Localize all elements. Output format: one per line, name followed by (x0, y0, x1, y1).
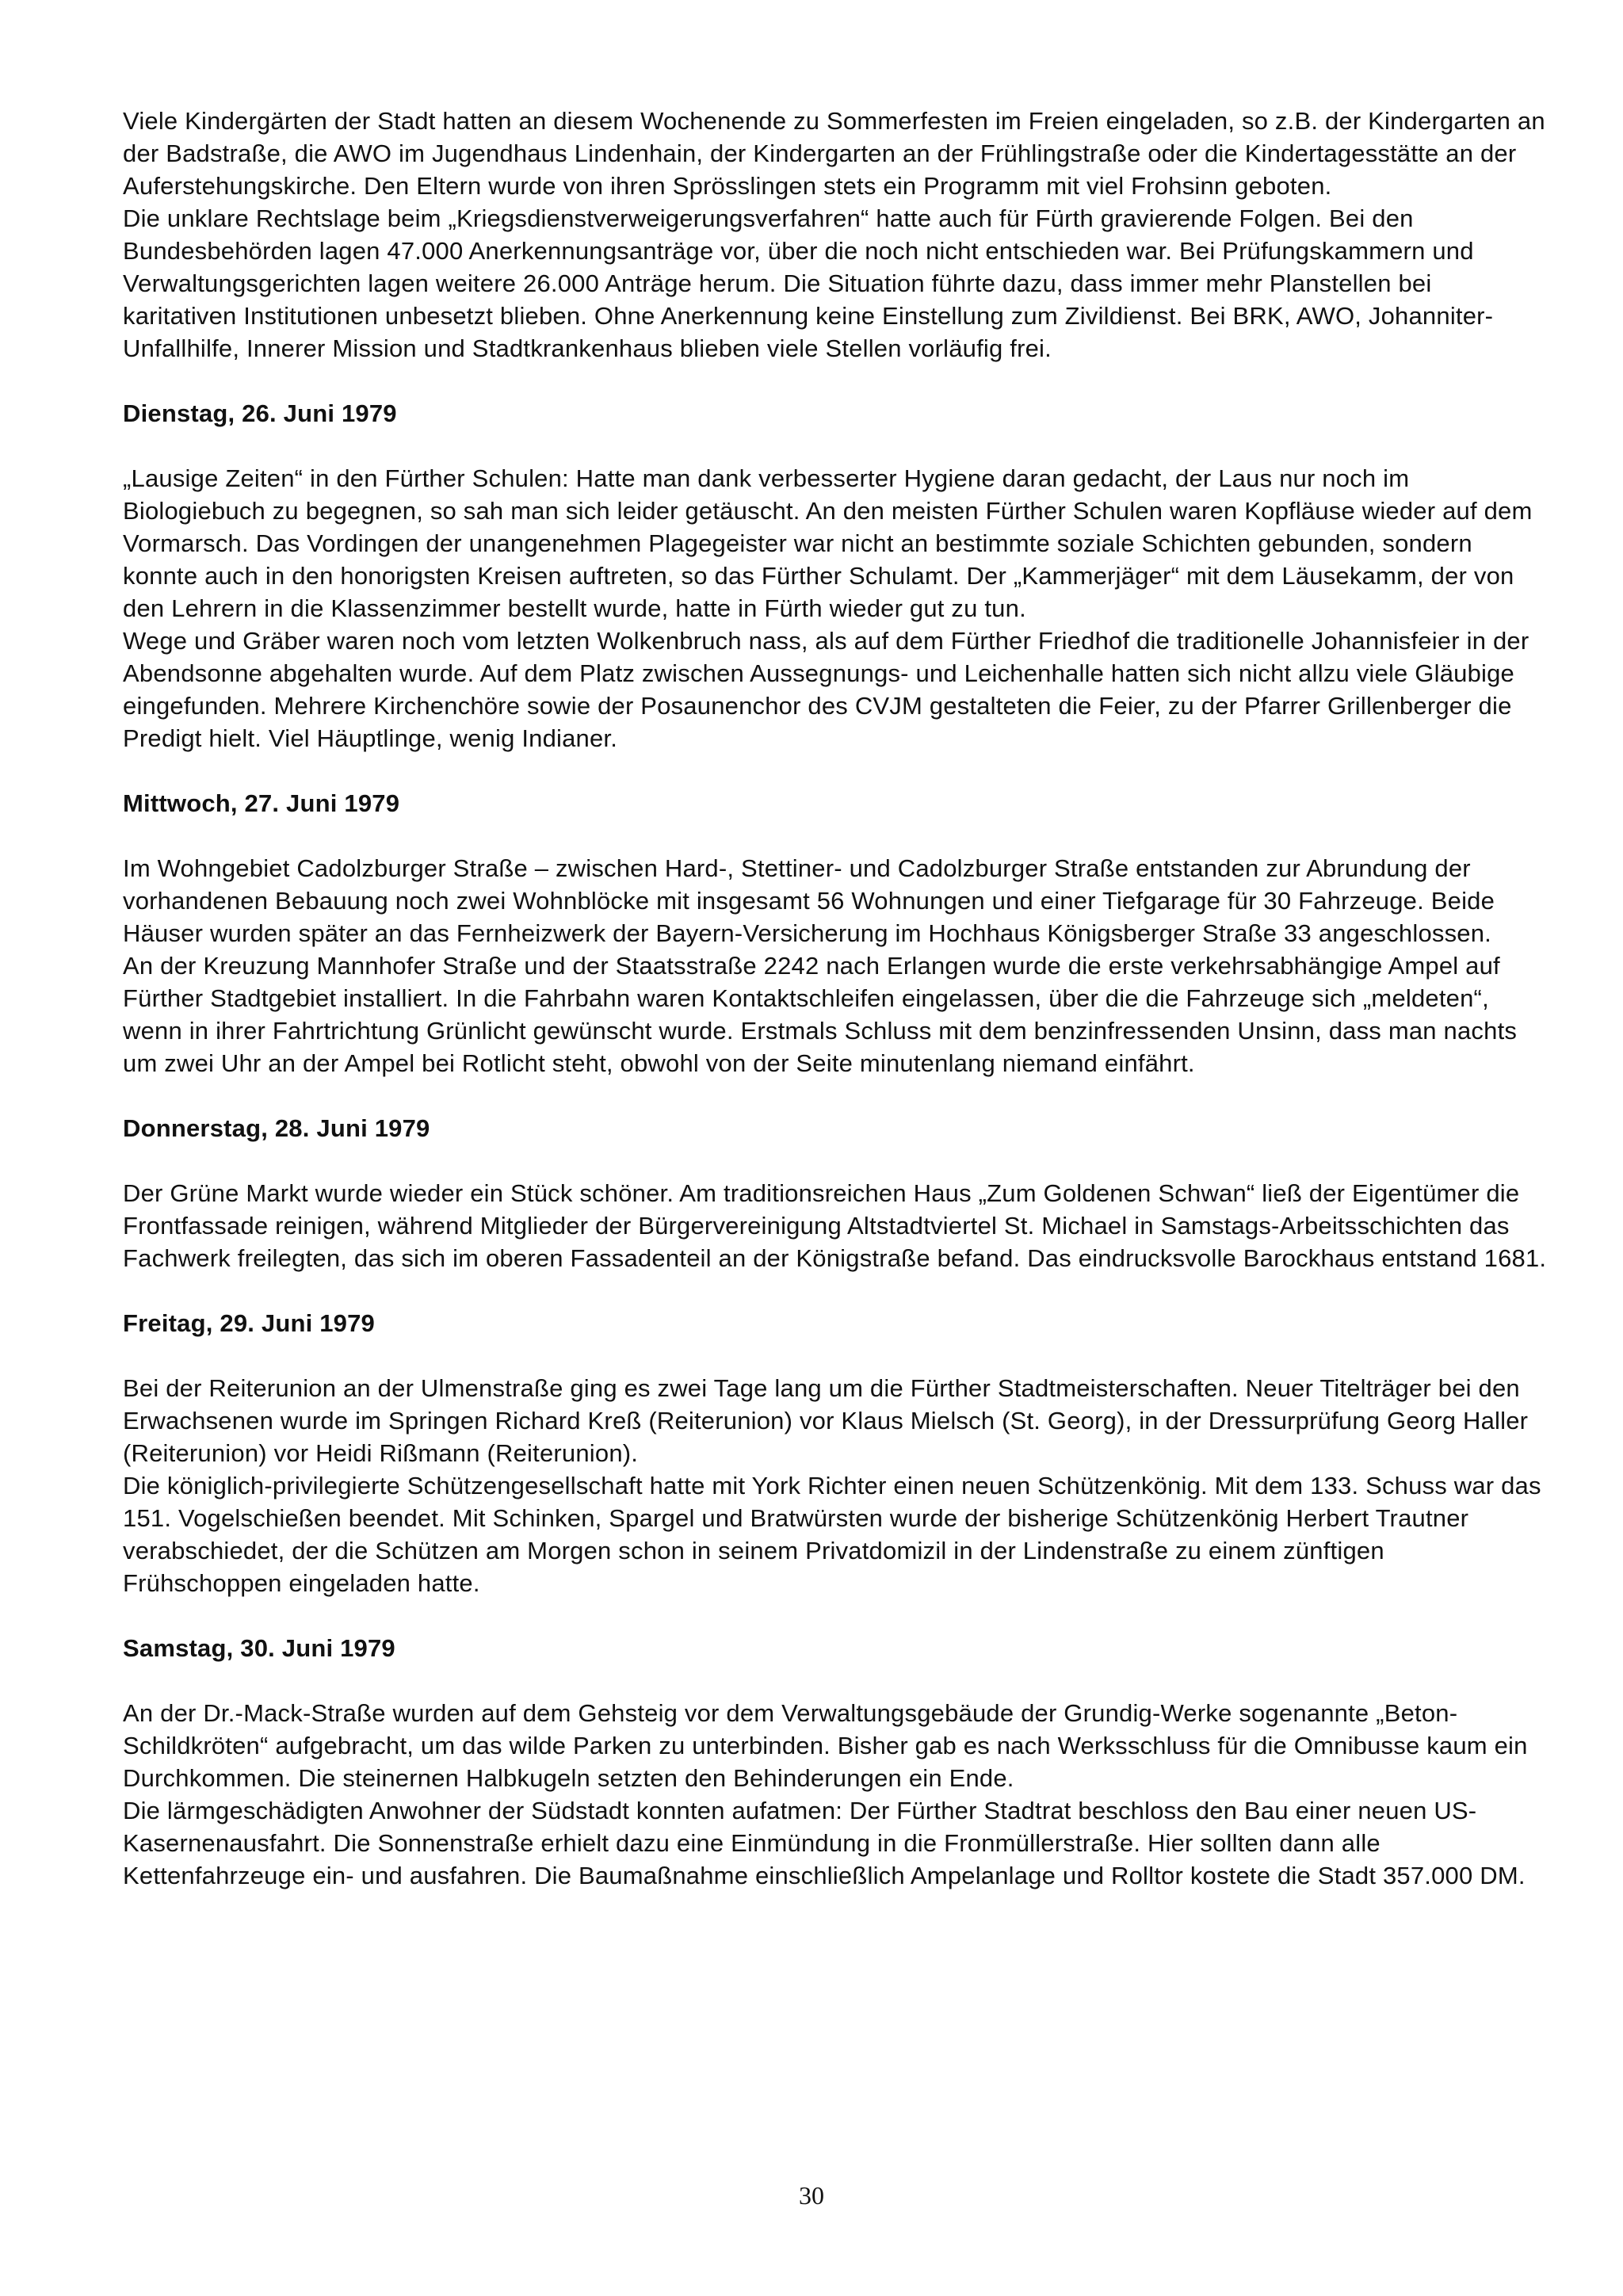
paragraph: Bei der Reiterunion an der Ulmenstraße ging es zwei Tage lang um die Fürther Stadtmeisterschaften. Neuer Titelträger bei den Erwachsenen wurde im Springen Richard Kreß (Reiterunion) vor Klaus Mielsch (St. Georg), in der Dressurprüfung Georg Haller (Reiterunion) vor Heidi Rißmann (Reiterunion). (123, 1374, 1529, 1467)
day-heading: Dienstag, 26. Juni 1979 (123, 399, 397, 427)
day-heading: Mittwoch, 27. Juni 1979 (123, 789, 400, 817)
paragraph: Die lärmgeschädigten Anwohner der Südstadt konnten aufatmen: Der Fürther Stadtrat beschloss den Bau einer neuen US-Kasernenausfahrt. Die Sonnenstraße erhielt dazu eine Einmündung in die Fronmüllerstraße. Hier sollten dann alle Kettenfahrzeuge ein- und ausfahren. Die Baumaßnahme einschließlich Ampelanlage und Rolltor kostete die Stadt 357.000 DM. (123, 1797, 1526, 1889)
paragraph: „Lausige Zeiten“ in den Fürther Schulen: Hatte man dank verbesserter Hygiene daran gedacht, der Laus nur noch im Biologiebuch zu begegnen, so sah man sich leider getäuscht. An den meisten Fürther Schulen waren Kopfläuse wieder auf dem Vormarsch. Das Vordingen der unangenehmen Plagegeister war nicht an bestimmte soziale Schichten gebunden, sondern konnte auch in den honorigsten Kreisen auftreten, so das Fürther Schulamt. Der „Kammerjäger“ mit dem Läusekamm, der von den Lehrern in die Klassenzimmer bestellt wurde, hatte in Fürth wieder gut zu tun. (123, 464, 1533, 622)
paragraph: Wege und Gräber waren noch vom letzten Wolkenbruch nass, als auf dem Fürther Friedhof die traditionelle Johannisfeier in der Abendsonne abgehalten wurde. Auf dem Platz zwischen Aussegnungs- und Leichenhalle hatten sich nicht allzu viele Gläubige eingefunden. Mehrere Kirchenchöre sowie der Posaunenchor des CVJM gestalteten die Feier, zu der Pfarrer Grillenberger die Predigt hielt. Viel Häuptlinge, wenig Indianer. (123, 627, 1529, 752)
paragraph: Im Wohngebiet Cadolzburger Straße – zwischen Hard-, Stettiner- und Cadolzburger Straße entstanden zur Abrundung der vorhandenen Bebauung noch zwei Wohnblöcke mit insgesamt 56 Wohnungen und einer Tiefgarage für 30 Fahrzeuge. Beide Häuser wurden später an das Fernheizwerk der Bayern-Versicherung im Hochhaus Königsberger Straße 33 angeschlossen. (123, 854, 1495, 947)
document-body (123, 105, 1549, 1892)
paragraph: An der Kreuzung Mannhofer Straße und der Staatsstraße 2242 nach Erlangen wurde die erste verkehrsabhängige Ampel auf Fürther Stadtgebiet installiert. In die Fahrbahn waren Kontaktschleifen eingelassen, über die die Fahrzeuge sich „meldeten“, wenn in ihrer Fahrtrichtung Grünlicht gewünscht wurde. Erstmals Schluss mit dem benzinfressenden Unsinn, dass man nachts um zwei Uhr an der Ampel bei Rotlicht steht, obwohl von der Seite minutenlang niemand einfährt. (123, 952, 1518, 1077)
paragraph: Die königlich-privilegierte Schützengesellschaft hatte mit York Richter einen neuen Schützenkönig. Mit dem 133. Schuss war das 151. Vogelschießen beendet. Mit Schinken, Spargel und Bratwürsten wurde der bisherige Schützenkönig Herbert Trautner verabschiedet, der die Schützen am Morgen schon in seinem Privatdomizil in der Lindenstraße zu einem zünftigen Frühschoppen eingeladen hatte. (123, 1472, 1541, 1597)
paragraph: An der Dr.-Mack-Straße wurden auf dem Gehsteig vor dem Verwaltungsgebäude der Grundig-Werke sogenannte „Beton-Schildkröten“ aufgebracht, um das wilde Parken zu unterbinden. Bisher gab es nach Werksschluss für die Omnibusse kaum ein Durchkommen. Die steinernen Halbkugeln setzten den Behinderungen ein Ende. (123, 1699, 1528, 1792)
page-number: 30 (799, 2181, 824, 2210)
paragraph: Viele Kindergärten der Stadt hatten an diesem Wochenende zu Sommerfesten im Freien eingeladen, so z.B. der Kindergarten an der Badstraße, die AWO im Jugendhaus Lindenhain, der Kindergarten an der Frühlingstraße oder die Kindertagesstätte an der Auferstehungskirche. Den Eltern wurde von ihren Sprösslingen stets ein Programm mit viel Frohsinn geboten. (123, 107, 1545, 200)
paragraph: Die unklare Rechtslage beim „Kriegsdienstverweigerungsverfahren“ hatte auch für Fürth gravierende Folgen. Bei den Bundesbehörden lagen 47.000 Anerkennungsanträge vor, über die noch nicht entschieden war. Bei Prüfungskammern und Verwaltungsgerichten lagen weitere 26.000 Anträge herum. Die Situation führte dazu, dass immer mehr Planstellen bei karitativen Institutionen unbesetzt blieben. Ohne Anerkennung keine Einstellung zum Zivildienst. Bei BRK, AWO, Johanniter-Unfallhilfe, Innerer Mission und Stadtkrankenhaus blieben viele Stellen vorläufig frei. (123, 204, 1494, 362)
paragraph: Der Grüne Markt wurde wieder ein Stück schöner. Am traditionsreichen Haus „Zum Goldenen Schwan“ ließ der Eigentümer die Frontfassade reinigen, während Mitglieder der Bürgervereinigung Altstadtviertel St. Michael in Samstags-Arbeitsschichten das Fachwerk freilegten, das sich im oberen Fassadenteil an der Königstraße befand. Das eindrucksvolle Barockhaus entstand 1681. (123, 1179, 1547, 1272)
day-heading: Samstag, 30. Juni 1979 (123, 1634, 395, 1662)
day-heading: Freitag, 29. Juni 1979 (123, 1309, 375, 1337)
day-heading: Donnerstag, 28. Juni 1979 (123, 1114, 430, 1142)
